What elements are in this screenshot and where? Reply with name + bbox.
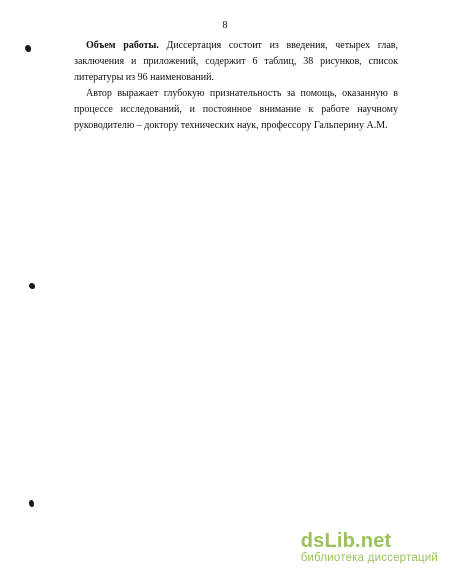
paragraph-text: Диссертация состоит из введения, четырех глав, заключения и приложений, содержит 6 таблиц, 38 рисунков, список литературы из 96 наименований. [74,40,398,83]
watermark-logo-main: Lib [324,530,356,552]
punch-hole-mark [29,283,35,289]
watermark-logo-prefix: ds [300,530,325,552]
watermark-logo-suffix: .net [355,530,392,552]
watermark-logo [301,530,438,552]
paragraph-text: Автор выражает глубокую признательность за помощь, оказанную в процессе исследований, и постоянное внимание к работе научному руководителю – доктору технических наук, профессору Гальперину А.М. [74,88,398,131]
paragraph-scope [74,38,398,86]
paragraph-acknowledgement [74,86,398,134]
paragraph-lead: Объем работы. [86,40,159,51]
punch-hole-mark [29,500,34,507]
watermark [301,530,438,565]
watermark-tagline: библиотека диссертаций [300,552,438,564]
punch-hole-mark [25,45,31,52]
page-number: 8 [222,20,228,31]
